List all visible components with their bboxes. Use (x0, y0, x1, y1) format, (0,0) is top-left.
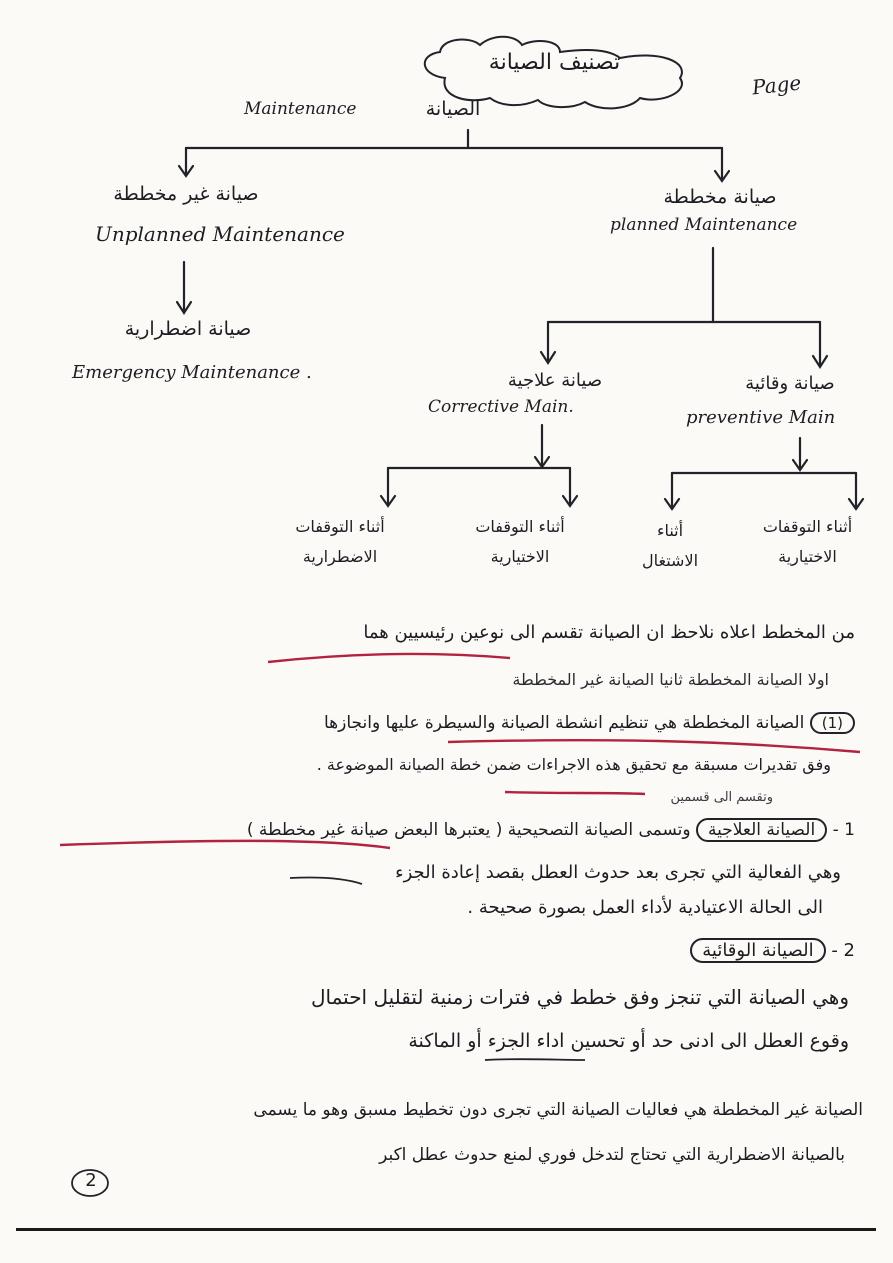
section-number-1: (1) (810, 712, 855, 734)
leaf-p1 (615, 516, 725, 576)
preventive-ar: صيانة وقائية (745, 373, 835, 394)
page-number: 2 (85, 1170, 97, 1191)
cloud-title: تصنيف الصيانة (488, 50, 621, 75)
planned-def-line-2: وفق تقديرات مسبقة مع تحقيق هذه الاجراءات ضمن خطة الصيانة الموضوعة . (316, 755, 831, 774)
bottom-rule (16, 1228, 876, 1231)
item1-title: الصيانة العلاجية (696, 818, 827, 842)
unplanned-def-2: بالصيانة الاضطرارية التي تحتاج لتدخل فوري لمنع حدوث عطل اكبر (379, 1145, 845, 1165)
item1-desc-2: الى الحالة الاعتيادية لأداء العمل بصورة صحيحة . (467, 897, 823, 918)
leaf-c1-line1: أثناء التوقفات (295, 517, 385, 536)
item2-desc-1: وهي الصيانة التي تنجز وفق خطط في فترات زمنية لتقليل احتمال (310, 985, 849, 1009)
item1-desc-1: وهي الفعالية التي تجرى بعد حدوث العطل بقصد إعادة الجزء (395, 862, 841, 883)
intro-line-2: اولا الصيانة المخططة ثانيا الصيانة غير المخططة (512, 670, 829, 689)
leaf-p1-line1: أثناء (656, 521, 684, 540)
planned-en: planned Maintenance (610, 215, 798, 235)
divided-into: وتقسم الى قسمين (670, 790, 773, 805)
item1-number: 1 - (832, 820, 855, 840)
planned-ar: صيانة مخططة (663, 186, 777, 208)
page-label: Page (750, 70, 803, 100)
unplanned-def-1: الصيانة غير المخططة هي فعاليات الصيانة التي تجرى دون تخطيط مسبق وهو ما يسمى (253, 1100, 863, 1120)
root-ar: الصيانة (425, 98, 481, 120)
leaf-p1-line2: الاشتغال (641, 551, 699, 570)
planned-def-text-1: الصيانة المخططة هي تنظيم انشطة الصيانة والسيطرة عليها وانجازها (323, 713, 805, 733)
emergency-ar: صيانة اضطرارية (124, 318, 252, 340)
unplanned-ar: صيانة غير مخططة (113, 183, 259, 205)
item2-desc-2: وقوع العطل الى ادنى حد أو تحسين اداء الجزء أو الماكنة (408, 1030, 849, 1052)
root-en: Maintenance (244, 99, 357, 119)
item2-title: الصيانة الوقائية (690, 938, 825, 963)
corrective-ar: صيانة علاجية (507, 370, 603, 391)
planned-underline (448, 740, 860, 752)
item1-heading (25, 818, 855, 842)
leaf-c2 (455, 512, 585, 572)
intro-underline (268, 654, 510, 662)
leaf-c1-line2: الاضطرارية (302, 547, 378, 566)
emergency-en: Emergency Maintenance . (72, 362, 312, 383)
item2-heading (25, 938, 855, 963)
item2-number: 2 - (831, 940, 855, 961)
leaf-p2-line2: الاختيارية (778, 547, 837, 566)
preventive-en: preventive Main (686, 407, 836, 428)
item2-underline (485, 1059, 585, 1060)
leaf-p2-line1: أثناء التوقفات (762, 517, 853, 536)
leaf-c2-line1: أثناء التوقفات (475, 517, 565, 536)
unplanned-en: Unplanned Maintenance (95, 222, 345, 246)
leaf-p2 (745, 512, 870, 572)
planned-def-line-1 (25, 712, 855, 734)
leaf-c1 (280, 512, 400, 572)
intro-line-1: من المخطط اعلاه نلاحظ ان الصيانة تقسم الى نوعين رئيسيين هما (363, 622, 855, 643)
corrective-en: Corrective Main. (428, 397, 574, 417)
item1-rest: وتسمى الصيانة التصحيحية ( يعتبرها البعض صيانة غير مخططة ) (246, 820, 691, 840)
leaf-c2-line2: الاختيارية (490, 547, 550, 566)
